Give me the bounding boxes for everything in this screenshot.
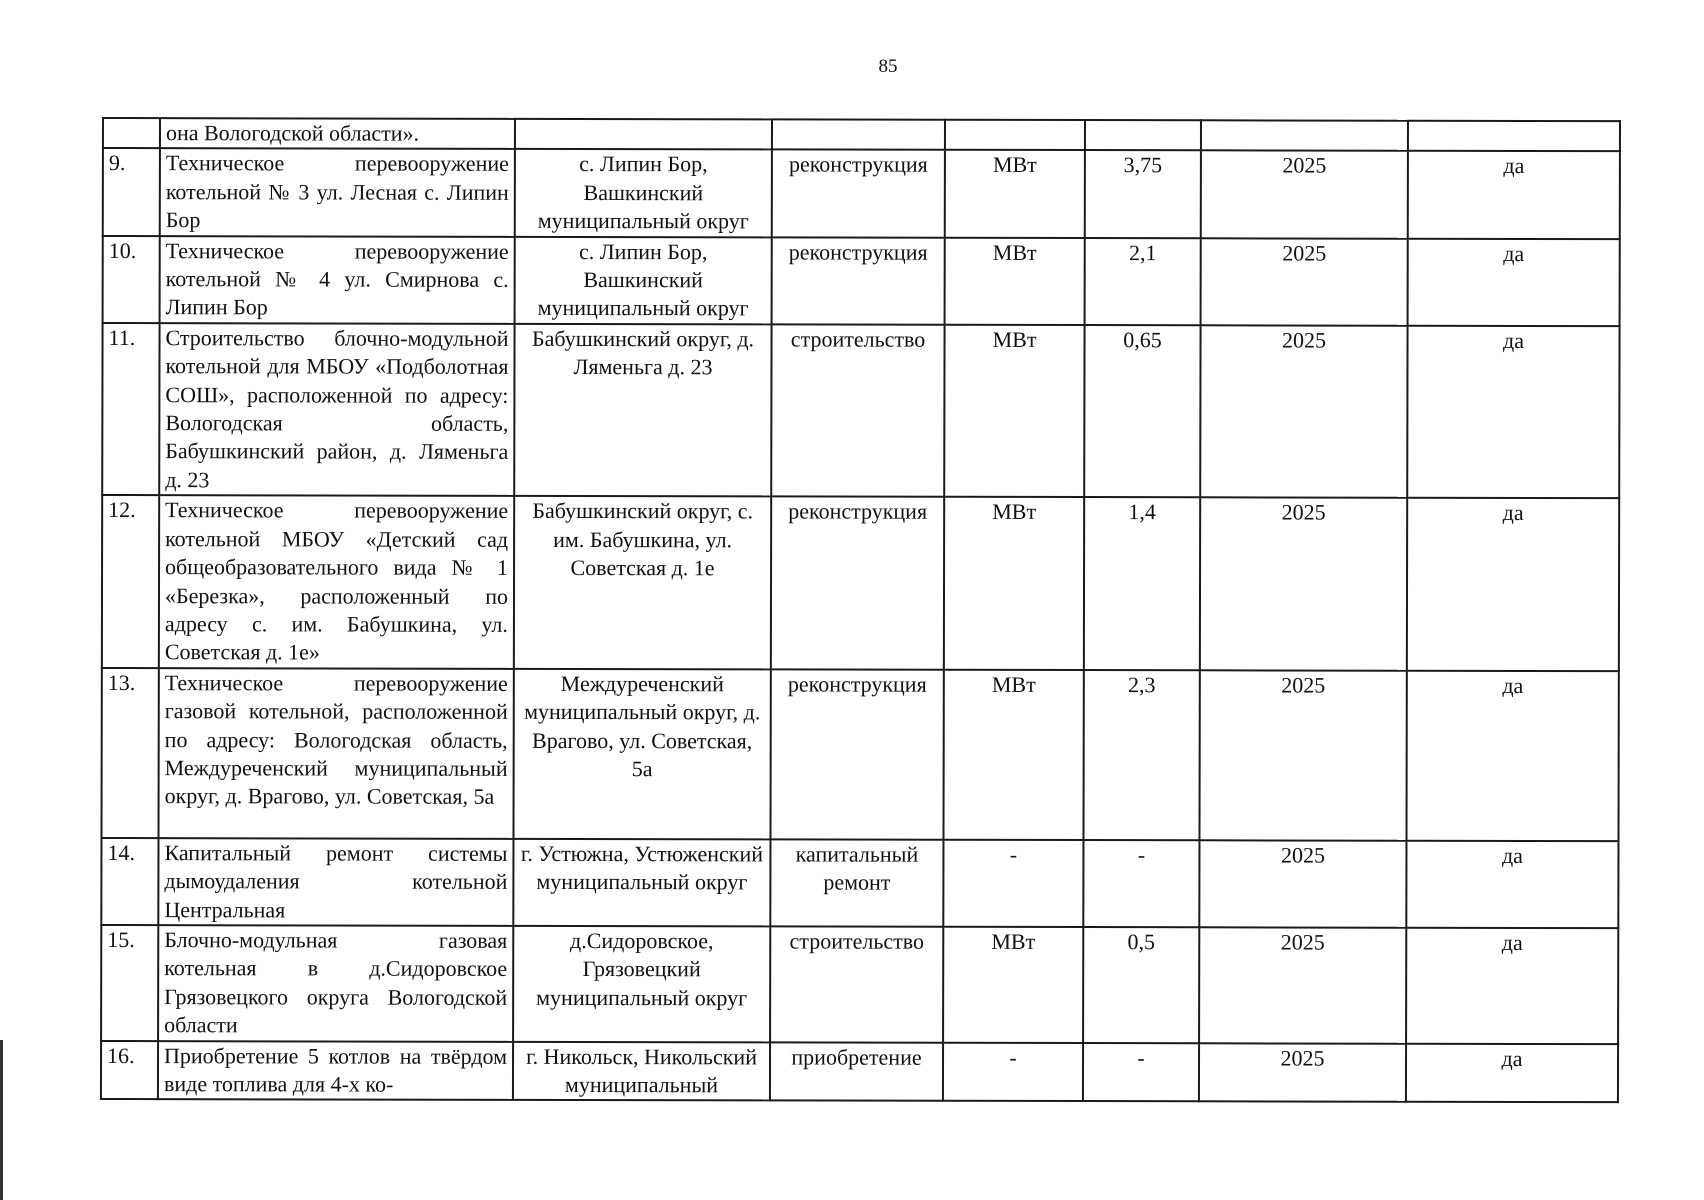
cell-unit: МВт [943,927,1083,1043]
cell-location: Бабушкинский округ, д. Ляменьга д. 23 [514,324,771,497]
cell-capacity: 2,1 [1085,238,1201,325]
cell-object-name: Капитальный ремонт системы дымоудаления котельной Центральная [158,838,513,926]
cell-flag: да [1406,670,1618,840]
cell-flag: да [1408,238,1620,326]
cell-number: 11. [102,323,159,496]
cell-unit: МВт [944,325,1084,498]
cell-year: 2025 [1201,151,1408,239]
facilities-table [100,117,1621,1104]
cell-object-name: Техническое перевооружение котельной № 4 ул. Смирнова с. Липин Бор [160,236,515,324]
cell-work-type: реконструкция [771,497,944,670]
cell-number [103,118,160,149]
cell-work-type: строительство [770,926,943,1042]
cell-location: Междуреченский муниципальный округ, д. Врагово, ул. Советская, 5а [513,669,770,840]
cell-flag [1408,121,1620,152]
cell-location: д.Сидоровское, Грязовецкий муниципальный округ [513,926,770,1042]
cell-object-name: Блочно-модульная газовая котельная в д.Сидоровское Грязовецкого округа Вологодской области [158,925,513,1041]
cell-unit: - [943,839,1083,927]
cell-location: г. Устюжна, Устюженский муниципальный округ [513,839,770,927]
cell-year: 2025 [1200,325,1407,498]
cell-object-name: Техническое перевооружение котельной МБОУ «Детский сад общеобразовательного вида № 1 «Березка», расположенный по адресу с. им. Бабушкина, ул. Советская д. 1е» [159,495,514,668]
table-row [101,838,1618,928]
cell-capacity: 0,65 [1084,325,1200,498]
table-row [103,148,1620,238]
cell-year: 2025 [1199,927,1406,1043]
cell-flag: да [1406,1043,1618,1102]
cell-number: 14. [101,838,158,925]
cell-work-type: приобретение [770,1042,943,1101]
table-row [101,925,1618,1044]
scan-edge-mark [0,1040,3,1200]
cell-flag: да [1408,151,1620,239]
cell-unit: МВт [943,669,1083,839]
cell-year: 2025 [1199,670,1406,840]
cell-unit: МВт [944,497,1084,670]
cell-number: 9. [103,148,160,235]
cell-location: г. Никольск, Никольский муниципальный [513,1041,770,1100]
cell-unit: - [943,1042,1083,1101]
cell-capacity: 1,4 [1084,497,1200,670]
cell-number: 15. [101,925,158,1041]
table-row [103,236,1620,326]
cell-capacity: 2,3 [1083,670,1199,840]
table-body [101,118,1620,1103]
cell-capacity: 3,75 [1085,150,1201,237]
cell-flag: да [1407,326,1619,499]
cell-number: 10. [103,236,160,323]
table-row [101,668,1618,841]
cell-unit: МВт [945,237,1085,325]
cell-capacity [1085,120,1201,151]
cell-capacity: - [1083,840,1199,927]
cell-location: Бабушкинский округ, с. им. Бабушкина, ул. Советская д. 1е [514,496,771,669]
cell-number: 16. [101,1041,158,1100]
table-row [101,1041,1618,1103]
cell-work-type [772,119,945,150]
table-row [102,323,1619,499]
cell-unit [945,120,1085,151]
cell-location: с. Липин Бор, Вашкинский муниципальный округ [515,149,772,237]
cell-work-type: строительство [771,324,944,497]
cell-work-type: реконструкция [772,237,945,325]
cell-location [515,119,772,150]
cell-flag: да [1407,498,1619,671]
cell-capacity: - [1083,1043,1199,1102]
cell-number: 13. [101,668,158,838]
cell-object-name: Приобретение 5 котлов на твёрдом виде топлива для 4-х ко- [158,1041,513,1101]
cell-unit: МВт [945,150,1085,238]
cell-flag: да [1406,928,1618,1044]
cell-object-name: Строительство блочно-модульной котельной для МБОУ «Подболотная СОШ», расположенной по адресу: Вологодская область, Бабушкинский район, д. Ляменьга д. 23 [159,323,514,496]
cell-work-type: реконструкция [772,150,945,238]
cell-capacity: 0,5 [1083,927,1199,1043]
page-number: 85 [878,56,898,77]
cell-object-name: она Вологодской области». [160,118,515,149]
cell-year: 2025 [1199,840,1406,928]
cell-year: 2025 [1200,498,1407,671]
table-row-continuation [103,118,1620,152]
cell-location: с. Липин Бор, Вашкинский муниципальный округ [515,236,772,324]
cell-flag: да [1406,840,1618,928]
cell-year: 2025 [1199,1043,1406,1102]
cell-year [1201,120,1408,151]
cell-work-type: капитальный ремонт [770,839,943,927]
table-row [102,495,1619,671]
cell-work-type: реконструкция [770,669,943,839]
cell-year: 2025 [1201,238,1408,326]
cell-object-name: Техническое перевооружение котельной № 3 ул. Лесная с. Липин Бор [160,149,515,237]
cell-number: 12. [102,495,159,668]
cell-object-name: Техническое перевооружение газовой котельной, расположенной по адресу: Вологодская область, Междуреченский муниципальный округ, д. Врагово, ул. Советская, 5а [158,668,513,839]
